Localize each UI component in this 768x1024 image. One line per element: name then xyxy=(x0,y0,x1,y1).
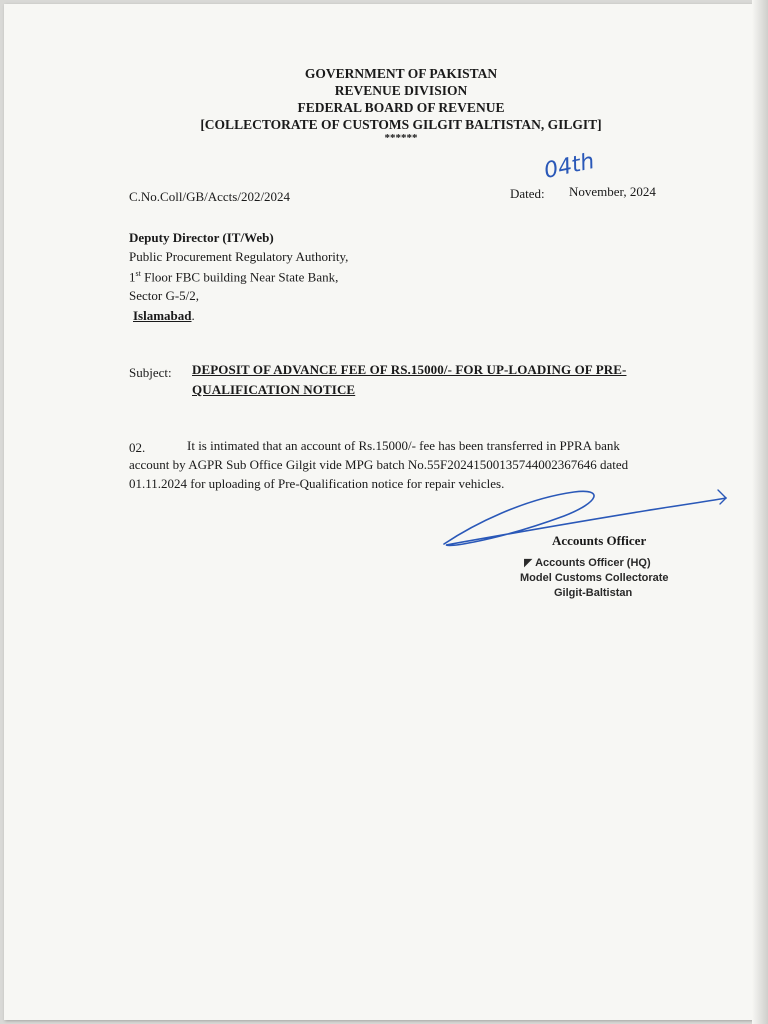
handwritten-day: 04th xyxy=(541,149,597,184)
document-page xyxy=(4,4,756,1020)
addressee-sector: Sector G-5/2, xyxy=(129,288,200,303)
body-line-3: 01.11.2024 for uploading of Pre-Qualification notice for repair vehicles. xyxy=(129,476,505,491)
signature-designation: Accounts Officer xyxy=(552,533,647,548)
stamp-line-3: Gilgit-Baltistan xyxy=(554,587,633,599)
letterhead-line-3: FEDERAL BOARD OF REVENUE xyxy=(297,100,505,115)
addressee-title: Deputy Director (IT/Web) xyxy=(129,230,274,245)
letterhead-line-1: GOVERNMENT OF PAKISTAN xyxy=(304,66,498,81)
subject-line-2: QUALIFICATION NOTICE xyxy=(192,382,356,397)
stamp-mark-icon: ◤ xyxy=(524,557,536,569)
addressee-city: Islamabad. xyxy=(133,308,195,323)
letterhead-line-2: REVENUE DIVISION xyxy=(334,83,468,98)
stamp-line-1: ◤ Accounts Officer (HQ) xyxy=(524,557,651,569)
letterhead-separator: ****** xyxy=(384,132,418,144)
dated-label: Dated: xyxy=(510,186,545,201)
addressee-org: Public Procurement Regulatory Authority, xyxy=(129,249,349,264)
body-line-2: account by AGPR Sub Office Gilgit vide MPG batch No.55F20241500135744002367646 dated xyxy=(129,457,629,472)
date-month-year: November, 2024 xyxy=(569,184,656,199)
signature-scribble xyxy=(4,4,756,624)
subject-label: Subject: xyxy=(129,365,172,380)
body-line-1: It is intimated that an account of Rs.15000/- fee has been transferred in PPRA bank xyxy=(187,438,620,453)
paragraph-number: 02. xyxy=(129,440,146,455)
reference-number: C.No.Coll/GB/Accts/202/2024 xyxy=(129,189,291,204)
subject-line-1: DEPOSIT OF ADVANCE FEE OF RS.15000/- FOR UP-LOADING OF PRE- xyxy=(192,362,627,377)
stamp-line-2: Model Customs Collectorate xyxy=(520,572,669,584)
letterhead-line-4: [COLLECTORATE OF CUSTOMS GILGIT BALTISTAN, GILGIT] xyxy=(200,117,602,132)
page-right-edge xyxy=(752,0,768,1024)
addressee-floor: 1st Floor FBC building Near State Bank, xyxy=(129,269,339,285)
